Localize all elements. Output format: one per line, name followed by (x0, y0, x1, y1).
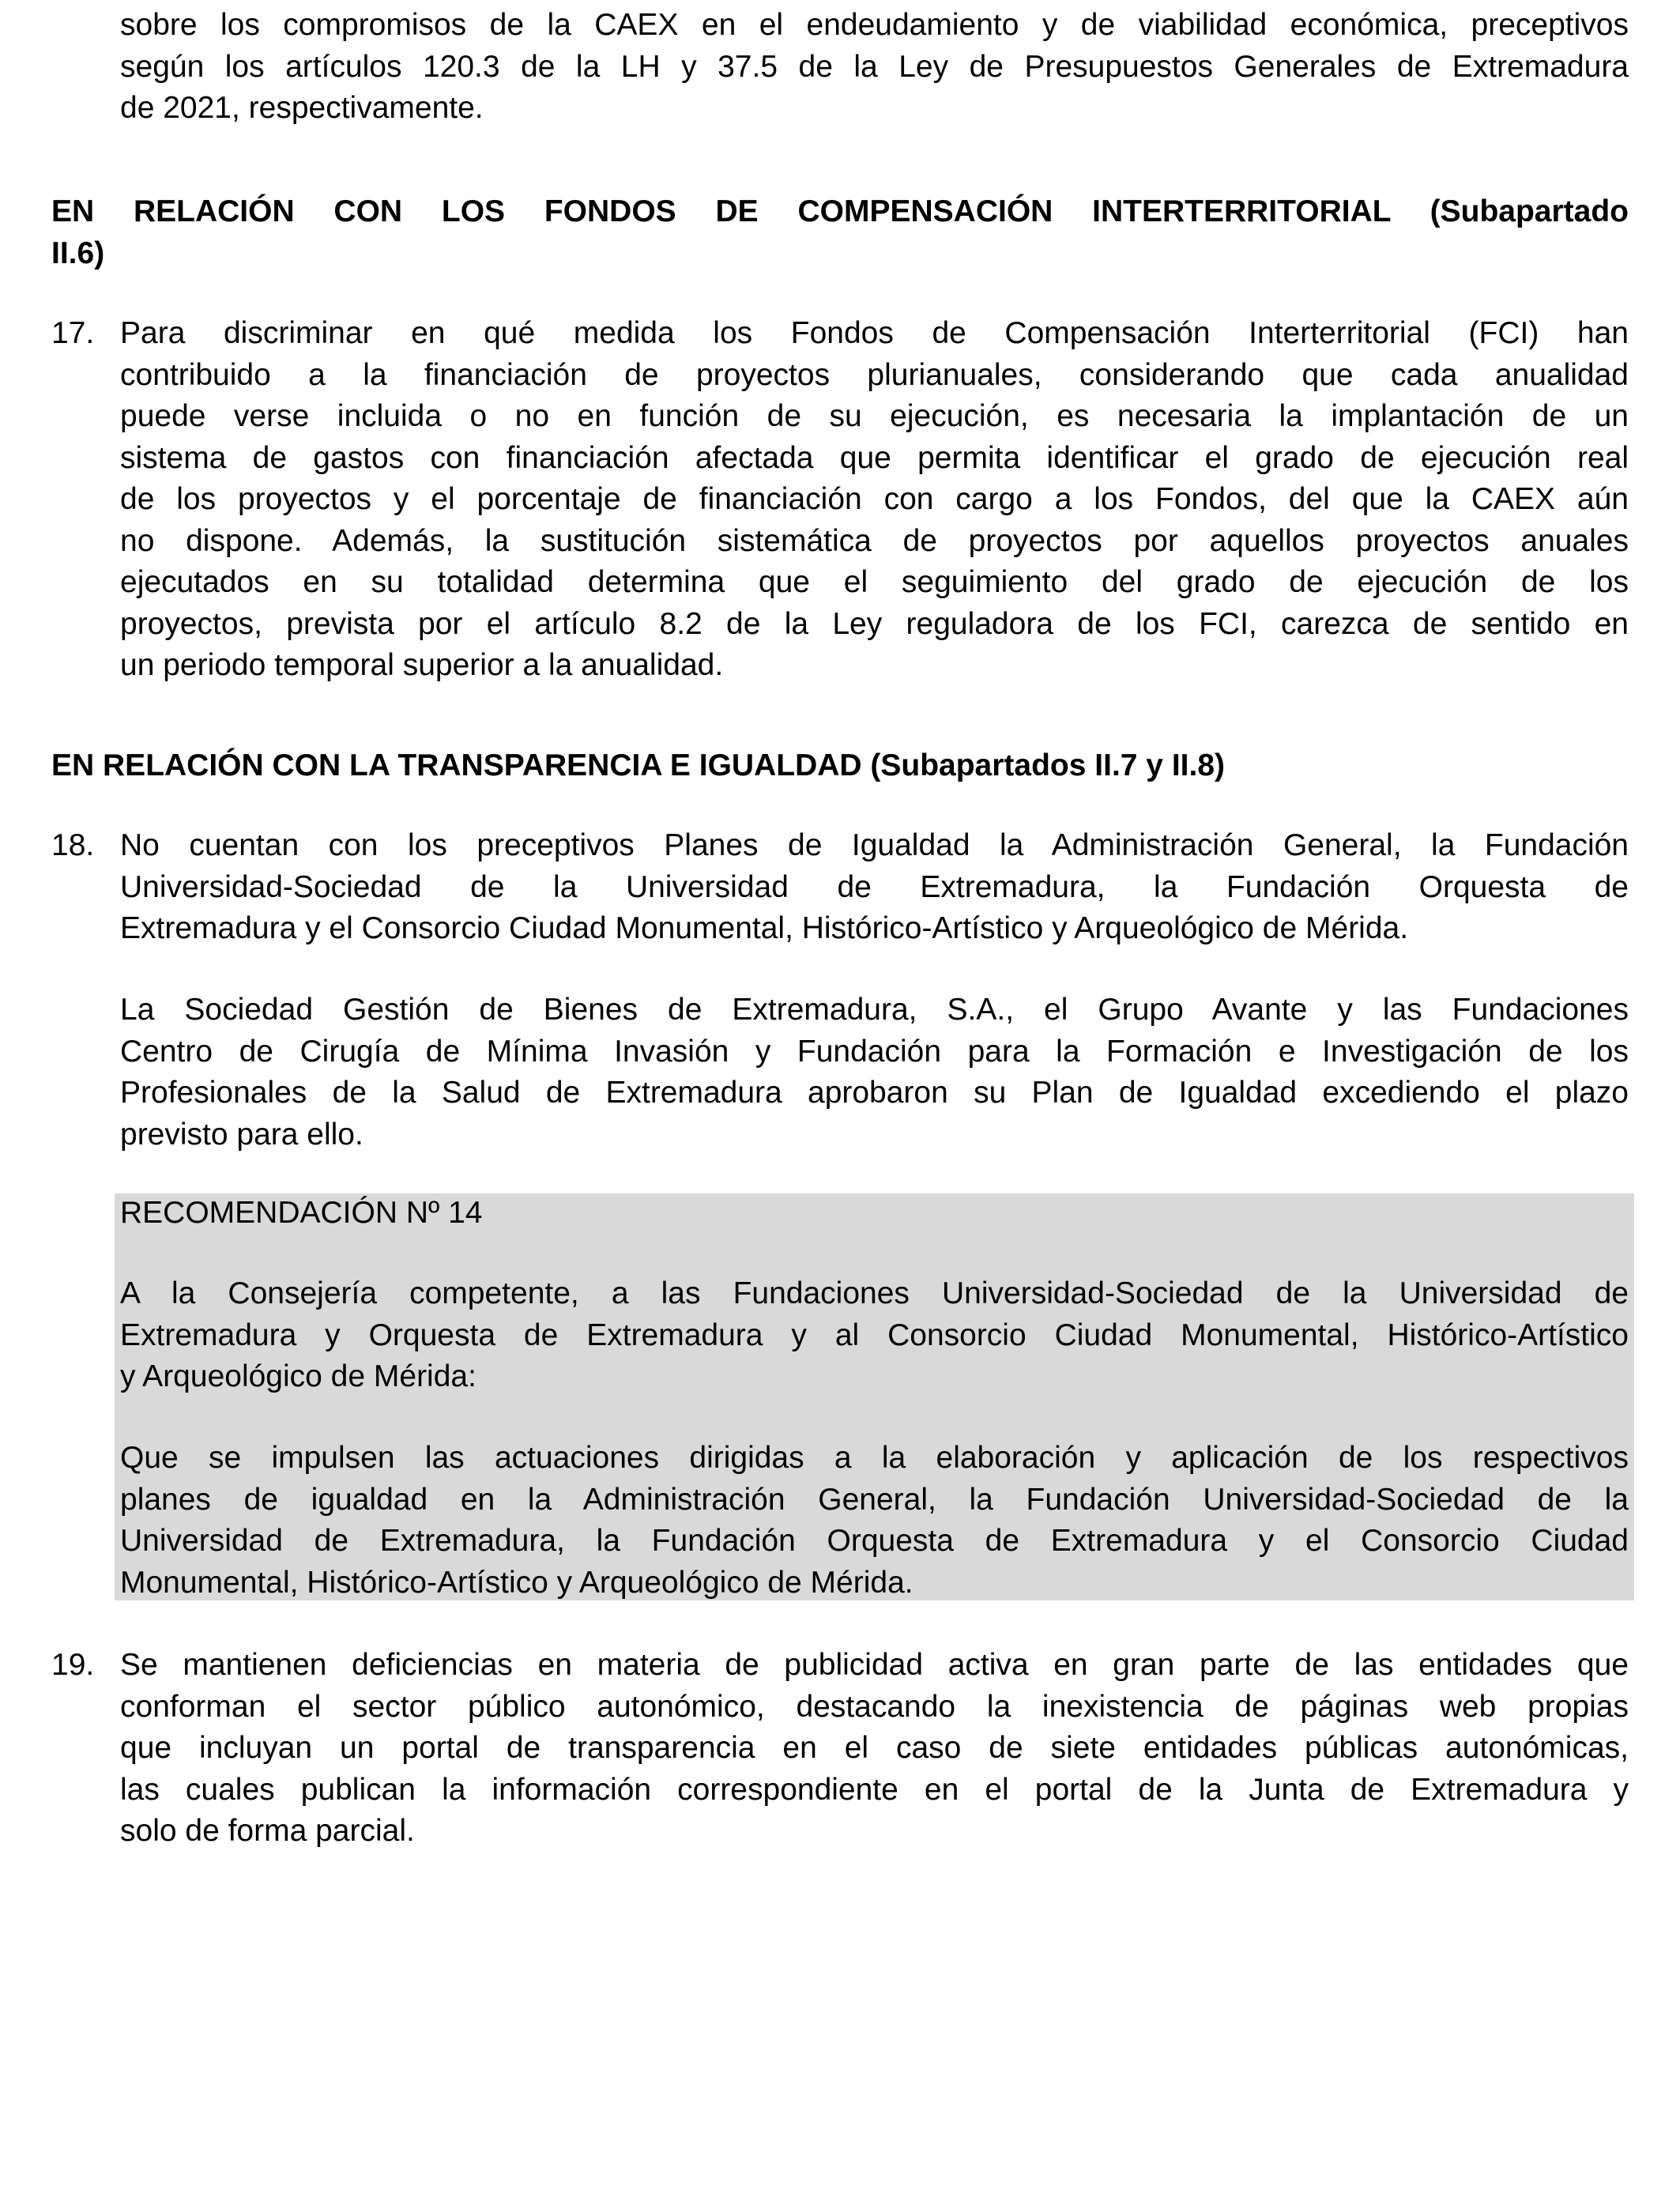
text-line: contribuido a la financiación de proyectos plurianuales, considerando que cada anualidad (120, 357, 1629, 392)
text-line: La Sociedad Gestión de Bienes de Extremadura, S.A., el Grupo Avante y las Fundaciones (120, 993, 1629, 1027)
text-line: no dispone. Además, la sustitución sistemática de proyectos por aquellos proyectos anuales (120, 523, 1629, 558)
text-line: puede verse incluida o no en función de su ejecución, es necesaria la implantación de un (120, 399, 1629, 433)
text-line: Centro de Cirugía de Mínima Invasión y Fundación para la Formación e Investigación de los (120, 1034, 1629, 1069)
text-line: de los proyectos y el porcentaje de financiación con cargo a los Fondos, del que la CAEX aún (120, 482, 1629, 516)
text-line: Universidad de Extremadura, la Fundación Orquesta de Extremadura y el Consorcio Ciudad (120, 1524, 1629, 1558)
paragraph-17 (51, 313, 1629, 687)
paragraph-number: 18. (51, 828, 95, 862)
paragraph-18 (51, 825, 1629, 950)
text-line: Extremadura y el Consorcio Ciudad Monumental, Histórico-Artístico y Arqueológico de Mérida. (120, 911, 1409, 945)
recommendation-title-text: RECOMENDACIÓN Nº 14 (120, 1196, 483, 1230)
text-line: proyectos, prevista por el artículo 8.2 de la Ley reguladora de los FCI, carezca de sentido en (120, 606, 1629, 641)
text-line: planes de igualdad en la Administración General, la Fundación Universidad-Sociedad de la (120, 1482, 1629, 1517)
recommendation-body (120, 1438, 1629, 1604)
text-line: que incluyan un portal de transparencia en el caso de siete entidades públicas autonómicas, (120, 1731, 1629, 1765)
text-line: solo de forma parcial. (120, 1814, 415, 1848)
text-line: de 2021, respectivamente. (120, 91, 484, 125)
text-line: Extremadura y Orquesta de Extremadura y al Consorcio Ciudad Monumental, Histórico-Artístico (120, 1318, 1629, 1352)
text-line: sobre los compromisos de la CAEX en el endeudamiento y de viabilidad económica, preceptivos (120, 8, 1629, 42)
recommendation-title (120, 1193, 1629, 1235)
section-heading-fci (51, 191, 1629, 274)
text-line: A la Consejería competente, a las Fundaciones Universidad-Sociedad de la Universidad de (120, 1276, 1629, 1310)
text-line: Monumental, Histórico-Artístico y Arqueológico de Mérida. (120, 1565, 913, 1600)
heading-line: EN RELACIÓN CON LA TRANSPARENCIA E IGUALDAD (Subapartados II.7 y II.8) (51, 748, 1226, 782)
text-line: ejecutados en su totalidad determina que el seguimiento del grado de ejecución de los (120, 565, 1629, 599)
text-line: un periodo temporal superior a la anualidad. (120, 648, 724, 682)
text-line: Para discriminar en qué medida los Fondos de Compensación Interterritorial (FCI) han (120, 316, 1629, 350)
text-line: previsto para ello. (120, 1117, 363, 1152)
text-line: Se mantienen deficiencias en materia de publicidad activa en gran parte de las entidades que (120, 1648, 1629, 1682)
paragraph-intro (120, 5, 1629, 130)
text-line: Que se impulsen las actuaciones dirigidas a la elaboración y aplicación de los respectivos (120, 1441, 1629, 1475)
text-line: No cuentan con los preceptivos Planes de Igualdad la Administración General, la Fundación (120, 828, 1629, 862)
paragraph-19 (51, 1645, 1629, 1853)
text-line: EN RELACIÓN CON LOS FONDOS DE COMPENSACIÓN INTERTERRITORIAL (Subapartado (51, 194, 1629, 228)
text-line: II.6) (51, 236, 105, 270)
text-line: según los artículos 120.3 de la LH y 37.5 de la Ley de Presupuestos Generales de Extremadura (120, 49, 1629, 84)
text-line: conforman el sector público autonómico, destacando la inexistencia de páginas web propias (120, 1689, 1629, 1724)
text-line: y Arqueológico de Mérida: (120, 1359, 477, 1393)
paragraph-number: 17. (51, 316, 95, 350)
recommendation-addressees (120, 1273, 1629, 1398)
section-heading-transparency (51, 745, 1629, 787)
text-line: Universidad-Sociedad de la Universidad de Extremadura, la Fundación Orquesta de (120, 869, 1629, 904)
paragraph-number: 19. (51, 1648, 95, 1682)
text-line: las cuales publican la información correspondiente en el portal de la Junta de Extremadura y (120, 1772, 1629, 1807)
paragraph-18-continued (120, 990, 1629, 1155)
text-line: sistema de gastos con financiación afectada que permita identificar el grado de ejecución real (120, 440, 1629, 475)
text-line: Profesionales de la Salud de Extremadura aprobaron su Plan de Igualdad excediendo el plazo (120, 1076, 1629, 1110)
